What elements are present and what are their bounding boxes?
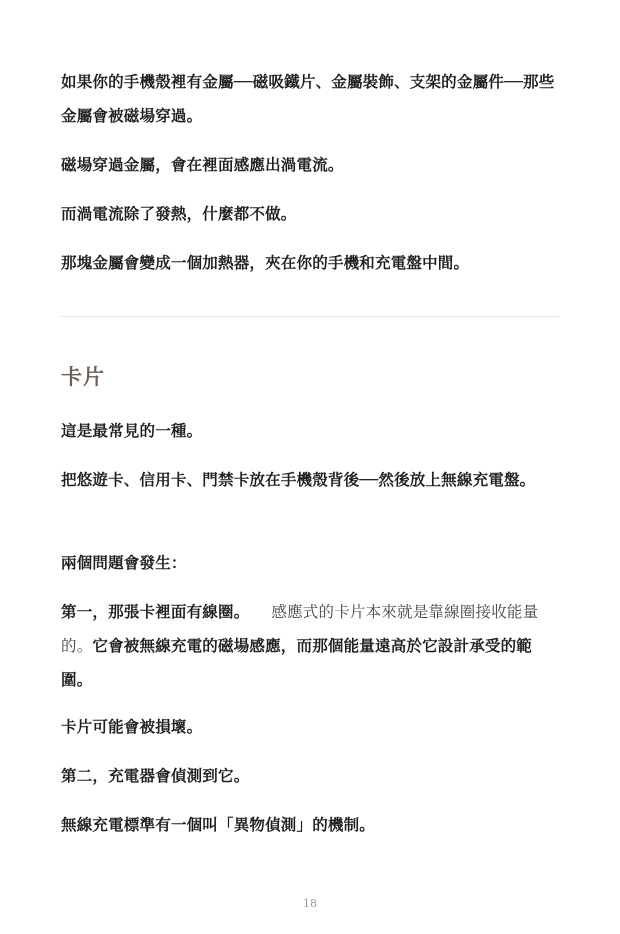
paragraph-metal-in-case: 如果你的手機殼裡有金屬──磁吸鐵片、金屬裝飾、支架的金屬件──那些金屬會被磁場穿過。 [61,73,555,125]
paragraph-card-damage: 卡片可能會被損壞。 [61,718,203,736]
paragraph-second-problem: 第二，充電器會偵測到它。 [61,767,250,785]
paragraph-only-heat: 而渦電流除了發熱，什麼都不做。 [61,205,297,223]
section-heading: 卡片 [61,365,105,389]
first-problem-bold-intro: 第一，那張卡裡面有線圈。 [61,603,250,621]
paragraph-most-common: 這是最常見的一種。 [61,422,203,440]
paragraph-heater: 那塊金屬會變成一個加熱器，夾在你的手機和充電盤中間。 [61,254,470,272]
paragraph-two-problems: 兩個問題會發生： [61,554,187,572]
paragraph-first-problem [61,595,559,697]
paragraph-cards-behind-case: 把悠遊卡、信用卡、門禁卡放在手機殼背後──然後放上無線充電盤。 [61,471,536,489]
section-divider [61,316,559,317]
first-problem-bold-conclusion: 它會被無線充電的磁場感應，而那個能量遠高於它設計承受的範圍。 [61,637,533,689]
paragraph-eddy-current: 磁場穿過金屬，會在裡面感應出渦電流。 [61,156,344,174]
paragraph-foreign-object-detection: 無線充電標準有一個叫「異物偵測」的機制。 [61,816,376,834]
page-number: 18 [303,897,317,910]
first-problem-explanation: 感應式的卡片本來就是靠線圈接收能量的。 [61,603,539,655]
